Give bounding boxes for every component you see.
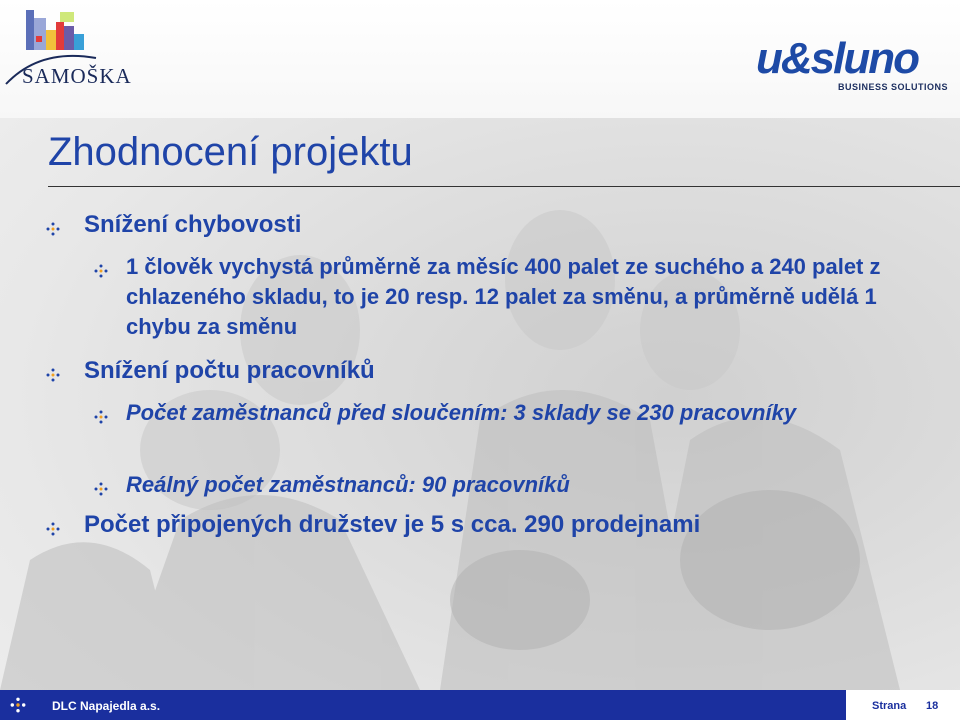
- bullet-icon: [10, 697, 26, 713]
- bullet-icon: [94, 410, 108, 424]
- bullet-icon: [46, 368, 60, 382]
- bullet-item: Reálný počet zaměstnanců: 90 pracovníků: [126, 472, 570, 497]
- samoska-logo-text: SAMOŠKA: [22, 64, 132, 88]
- footer-bar: [0, 690, 960, 720]
- uslune-logo-subtext: BUSINESS SOLUTIONS: [838, 82, 949, 92]
- slide-title: Zhodnocení projektu: [48, 130, 413, 174]
- bullet-icon: [94, 264, 108, 278]
- bullet-icon: [46, 522, 60, 536]
- bullet-item: 1 člověk vychystá průměrně za měsíc 400 palet ze suchého a 240 palet z chlazeného skladu, to je 20 resp. 12 palet za směnu, a průměrně udělá 1 chybu za směnu: [126, 254, 881, 339]
- uslune-logo-text: u&sluno: [756, 34, 918, 83]
- bullet-item: Snížení počtu pracovníků: [84, 357, 375, 384]
- bullet-item: Počet připojených družstev je 5 s cca. 290 prodejnami: [84, 511, 701, 538]
- bullet-item: Počet zaměstnanců před sloučením: 3 sklady se 230 pracovníky: [126, 400, 797, 425]
- title-underline: [48, 186, 960, 187]
- bullet-item: Snížení chybovosti: [84, 211, 302, 238]
- page-label: Strana: [872, 700, 907, 712]
- page-indicator: [846, 690, 960, 720]
- bullet-icon: [94, 482, 108, 496]
- bullet-icon: [46, 222, 60, 236]
- page-number: 18: [926, 700, 939, 712]
- footer-company: DLC Napajedla a.s.: [52, 699, 161, 713]
